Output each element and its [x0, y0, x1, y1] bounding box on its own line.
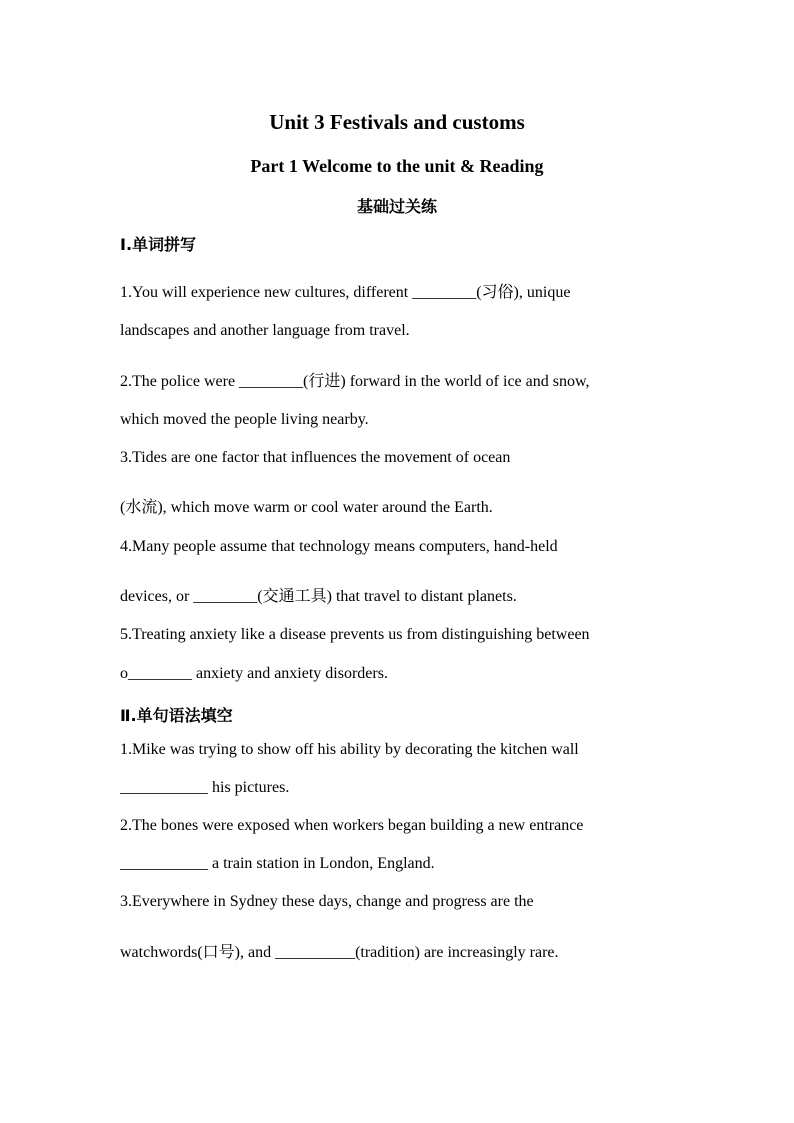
- part-title: Part 1 Welcome to the unit & Reading: [250, 156, 544, 176]
- spelling-item-4-line-1: 4.Many people assume that technology means computers, hand-held: [120, 538, 558, 555]
- grammar-item-3-line-2: watchwords(口号), and __________(tradition) are increasingly rare.: [120, 944, 559, 961]
- section-heading-grammar: Ⅱ.单句语法填空: [120, 706, 233, 725]
- spelling-item-3-line-1: 3.Tides are one factor that influences the movement of ocean: [120, 449, 511, 466]
- grammar-item-3-line-1: 3.Everywhere in Sydney these days, change and progress are the: [120, 893, 534, 910]
- grammar-item-2-line-2: ___________ a train station in London, England.: [120, 855, 435, 872]
- spelling-item-1-line-2: landscapes and another language from travel.: [120, 322, 410, 339]
- grammar-item-2-line-1: 2.The bones were exposed when workers began building a new entrance: [120, 817, 584, 834]
- section-heading-spelling: Ⅰ.单词拼写: [120, 235, 197, 254]
- spelling-item-4-line-2: devices, or ________(交通工具) that travel to distant planets.: [120, 588, 517, 605]
- spelling-item-5-line-2: o________ anxiety and anxiety disorders.: [120, 665, 388, 682]
- spelling-item-2-line-1: 2.The police were ________(行进) forward in the world of ice and snow,: [120, 373, 590, 390]
- spelling-item-3-line-2: (水流), which move warm or cool water around the Earth.: [120, 499, 493, 516]
- spelling-item-1-line-1: 1.You will experience new cultures, different ________(习俗), unique: [120, 284, 571, 301]
- grammar-item-1-line-2: ___________ his pictures.: [120, 779, 290, 796]
- unit-title: Unit 3 Festivals and customs: [269, 110, 525, 134]
- spelling-item-5-line-1: 5.Treating anxiety like a disease prevents us from distinguishing between: [120, 626, 590, 643]
- spelling-item-2-line-2: which moved the people living nearby.: [120, 411, 369, 428]
- section-subtitle: 基础过关练: [356, 197, 437, 216]
- grammar-item-1-line-1: 1.Mike was trying to show off his ability by decorating the kitchen wall: [120, 741, 579, 758]
